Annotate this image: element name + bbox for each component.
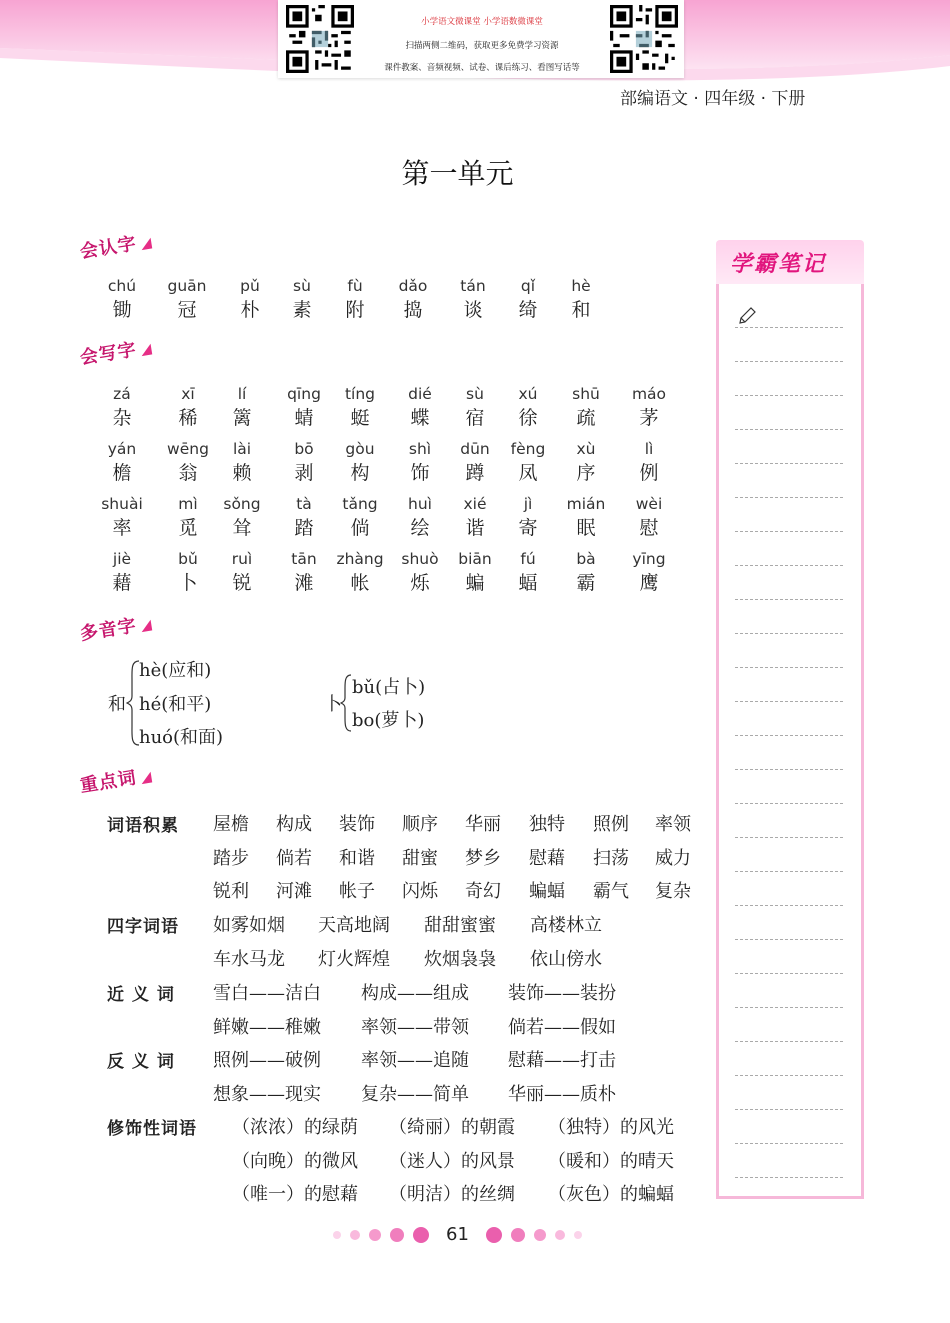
hanzi: 蹲 <box>465 462 485 484</box>
word-item: （灰色）的蝙蝠 <box>548 1184 674 1205</box>
hanzi: 翁 <box>178 462 198 484</box>
char-item <box>556 438 616 486</box>
pinyin: sǒng <box>223 495 261 513</box>
char-item <box>92 383 152 431</box>
char-item <box>445 548 505 596</box>
word-item: 甜蜜 <box>402 847 438 869</box>
pinyin: tíng <box>344 385 376 403</box>
char-item <box>619 493 679 541</box>
hanzi: 谐 <box>465 517 485 539</box>
word-item: 慰藉 <box>529 847 565 869</box>
word-item: 如雾如烟 <box>213 915 285 936</box>
pinyin: shì <box>408 440 432 458</box>
hanzi: 藉 <box>112 572 132 594</box>
char-item <box>212 493 272 541</box>
polyphone-reading: bo(萝卜) <box>352 710 425 731</box>
char-item <box>445 383 505 431</box>
char-item <box>92 438 152 486</box>
char-item <box>498 438 558 486</box>
pinyin: bà <box>576 550 596 568</box>
dot-icon <box>534 1229 546 1241</box>
hanzi: 捣 <box>403 299 423 321</box>
word-item: 天高地阔 <box>318 915 390 936</box>
word-item: 和谐 <box>339 847 375 869</box>
dot-icon <box>369 1229 381 1241</box>
hanzi: 滩 <box>294 572 314 594</box>
qr-caption-title: 小学语文微课堂 小学语数微课堂 <box>421 17 543 27</box>
note-line <box>735 1177 843 1178</box>
pinyin: fù <box>347 277 363 295</box>
char-item <box>498 383 558 431</box>
char-item <box>390 383 450 431</box>
note-line <box>735 531 843 532</box>
pinyin: dǎo <box>398 277 428 295</box>
word-item: 率领——追随 <box>361 1050 469 1071</box>
char-item <box>272 275 332 323</box>
word-item: 复杂——简单 <box>361 1083 469 1105</box>
pinyin: wēng <box>167 440 209 458</box>
pinyin: guān <box>167 277 207 295</box>
note-line <box>735 939 843 940</box>
section-title-write <box>78 333 154 370</box>
word-item: 高楼林立 <box>530 915 602 936</box>
hanzi: 绘 <box>410 517 430 539</box>
hanzi: 卜 <box>178 572 198 594</box>
pinyin: xī <box>181 385 195 403</box>
char-item <box>390 493 450 541</box>
pinyin: sù <box>293 277 311 295</box>
word-item: 依山傍水 <box>530 948 602 970</box>
word-item: 霸气 <box>593 881 629 902</box>
pinyin: zá <box>113 385 131 403</box>
polyphone-char-he: 和 <box>108 694 126 715</box>
section-label: 重点词 <box>78 767 139 797</box>
word-item: 扫荡 <box>593 847 629 869</box>
note-line <box>735 667 843 668</box>
pinyin: shū <box>572 385 600 403</box>
char-item <box>498 548 558 596</box>
hanzi: 鹰 <box>639 572 659 594</box>
hanzi: 稀 <box>178 407 198 429</box>
word-item: （向晚）的微风 <box>232 1150 358 1172</box>
char-item <box>556 548 616 596</box>
pinyin: xú <box>518 385 538 403</box>
char-item <box>330 548 390 596</box>
word-item: 踏步 <box>213 847 249 869</box>
hanzi: 疏 <box>576 407 596 429</box>
dot-icon <box>350 1230 360 1240</box>
pinyin: mì <box>178 495 198 513</box>
word-item: （暖和）的晴天 <box>548 1150 674 1172</box>
char-item <box>556 383 616 431</box>
polyphone-reading: huó(和面) <box>139 727 224 748</box>
char-item <box>445 438 505 486</box>
hanzi: 觅 <box>178 517 198 539</box>
section-label: 会认字 <box>78 233 139 263</box>
pinyin: biān <box>458 550 492 568</box>
hanzi: 冠 <box>177 299 197 321</box>
note-line <box>735 1075 843 1076</box>
note-line <box>735 1007 843 1008</box>
page-number: 61 <box>446 1224 469 1245</box>
word-item: 独特 <box>529 814 565 835</box>
section-label: 多音字 <box>78 615 139 645</box>
char-item <box>390 438 450 486</box>
word-item: （绮丽）的朝霞 <box>389 1117 515 1138</box>
word-item: 屋檐 <box>213 814 249 835</box>
pinyin: qīng <box>287 385 321 403</box>
word-item: 复杂 <box>655 881 691 902</box>
pinyin: fèng <box>510 440 546 458</box>
hanzi: 杂 <box>112 407 132 429</box>
notes-lines[interactable] <box>716 284 864 1199</box>
note-line <box>735 565 843 566</box>
char-item <box>274 438 334 486</box>
hanzi: 赖 <box>232 462 252 484</box>
dot-icon <box>390 1228 404 1242</box>
note-line <box>735 361 843 362</box>
hanzi: 锐 <box>232 572 252 594</box>
polyphone-char-bu: 卜 <box>324 694 342 715</box>
pinyin: lí <box>237 385 247 403</box>
word-item: 梦乡 <box>465 847 501 869</box>
word-item: （迷人）的风景 <box>389 1150 515 1172</box>
char-item <box>212 438 272 486</box>
hanzi: 蝙 <box>465 572 485 594</box>
word-item: 照例 <box>593 814 629 835</box>
hanzi: 附 <box>345 299 365 321</box>
page-footer <box>0 1224 915 1250</box>
hanzi: 蜻 <box>294 407 314 429</box>
pinyin: hè <box>571 277 591 295</box>
pinyin: lài <box>232 440 252 458</box>
qr-caption-scan: 扫描两侧二维码，获取更多免费学习资源 <box>405 41 559 51</box>
char-item <box>443 275 503 323</box>
pinyin: huì <box>408 495 432 513</box>
pinyin: jiè <box>112 550 132 568</box>
note-line <box>735 769 843 770</box>
section-title-polyphone <box>78 609 154 646</box>
label-synonyms: 近 义 词 <box>107 985 175 1005</box>
hanzi: 檐 <box>112 462 132 484</box>
brace-bu <box>340 674 352 732</box>
word-item: 装饰——装扮 <box>508 983 616 1004</box>
note-line <box>735 803 843 804</box>
word-item: 倘若 <box>276 847 312 869</box>
char-item <box>619 438 679 486</box>
char-item <box>274 548 334 596</box>
qr-code-right[interactable] <box>610 5 678 73</box>
char-item <box>325 275 385 323</box>
word-item: 车水马龙 <box>213 948 285 970</box>
word-item: 顺序 <box>402 814 438 835</box>
hanzi: 蝶 <box>410 407 430 429</box>
hanzi: 谈 <box>463 299 483 321</box>
pinyin: tǎng <box>342 495 378 513</box>
word-item: 想象——现实 <box>213 1083 321 1105</box>
pinyin: tán <box>460 277 486 295</box>
brace-he <box>126 660 140 746</box>
note-line <box>735 1109 843 1110</box>
pinyin: lì <box>644 440 654 458</box>
pinyin: xié <box>463 495 487 513</box>
hanzi: 篱 <box>232 407 252 429</box>
char-item <box>158 548 218 596</box>
pinyin: qǐ <box>520 277 536 295</box>
word-item: （唯一）的慰藉 <box>232 1184 358 1205</box>
word-item: 炊烟袅袅 <box>424 948 496 970</box>
pinyin: tān <box>291 550 317 568</box>
section-title-recognize <box>78 227 154 264</box>
polyphone-reading: bǔ(占卜) <box>352 677 426 698</box>
edition-label: 部编语文 · 四年级 · 下册 <box>620 89 806 109</box>
qr-banner <box>278 0 684 78</box>
word-item: （浓浓）的绿荫 <box>232 1117 358 1138</box>
word-item: （独特）的风光 <box>548 1117 674 1138</box>
word-item: 率领——带领 <box>361 1016 469 1038</box>
note-line <box>735 497 843 498</box>
hanzi: 帐 <box>350 572 370 594</box>
hanzi: 例 <box>639 462 659 484</box>
note-line <box>735 599 843 600</box>
char-item <box>158 383 218 431</box>
notes-title: 学霸笔记 <box>730 252 827 277</box>
hanzi: 眠 <box>576 517 596 539</box>
hanzi: 蜓 <box>350 407 370 429</box>
note-line <box>735 463 843 464</box>
char-item <box>390 548 450 596</box>
hanzi: 倘 <box>350 517 370 539</box>
note-line <box>735 429 843 430</box>
dot-icon <box>511 1228 525 1242</box>
word-item: 装饰 <box>339 814 375 835</box>
char-item <box>157 275 217 323</box>
pinyin: dié <box>408 385 432 403</box>
word-item: 帐子 <box>339 881 375 902</box>
pinyin: sù <box>466 385 484 403</box>
qr-code-left[interactable] <box>286 5 354 73</box>
pinyin: bō <box>294 440 314 458</box>
char-item <box>158 438 218 486</box>
word-item: 雪白——洁白 <box>213 983 321 1004</box>
word-item: 率领 <box>655 814 691 835</box>
note-line <box>735 973 843 974</box>
char-item <box>330 383 390 431</box>
char-item <box>92 493 152 541</box>
pen-mark-icon: ◢ <box>139 234 154 253</box>
word-item: 照例——破例 <box>213 1050 321 1071</box>
polyphone-reading: hé(和平) <box>139 694 212 715</box>
hanzi: 徐 <box>518 407 538 429</box>
note-line <box>735 735 843 736</box>
hanzi: 寄 <box>518 517 538 539</box>
dot-icon <box>555 1230 565 1240</box>
pinyin: yán <box>107 440 137 458</box>
notes-header <box>716 240 864 284</box>
pen-mark-icon: ◢ <box>139 340 154 359</box>
word-item: 华丽——质朴 <box>508 1083 616 1105</box>
word-item: 威力 <box>655 847 691 869</box>
pinyin: máo <box>631 385 667 403</box>
word-item: 甜甜蜜蜜 <box>424 915 496 936</box>
dot-icon <box>574 1231 582 1239</box>
hanzi: 慰 <box>639 517 659 539</box>
note-line <box>735 1143 843 1144</box>
hanzi: 锄 <box>112 299 132 321</box>
pinyin: fú <box>520 550 536 568</box>
hanzi: 踏 <box>294 517 314 539</box>
note-line <box>735 1041 843 1042</box>
note-line <box>735 395 843 396</box>
hanzi: 霸 <box>576 572 596 594</box>
char-item <box>556 493 616 541</box>
word-item: 奇幻 <box>465 881 501 902</box>
note-line <box>735 701 843 702</box>
char-item <box>212 383 272 431</box>
label-four-char: 四字词语 <box>107 917 179 937</box>
pen-mark-icon: ◢ <box>139 768 154 787</box>
hanzi: 凤 <box>518 462 538 484</box>
hanzi: 率 <box>112 517 132 539</box>
note-line <box>735 327 843 328</box>
label-antonyms: 反 义 词 <box>107 1052 175 1072</box>
pinyin: shuài <box>101 495 143 513</box>
note-line <box>735 905 843 906</box>
char-item <box>92 275 152 323</box>
char-item <box>619 548 679 596</box>
char-item <box>158 493 218 541</box>
char-item <box>212 548 272 596</box>
notes-panel <box>716 240 864 1202</box>
char-item <box>498 493 558 541</box>
char-item <box>92 548 152 596</box>
note-line <box>735 837 843 838</box>
char-item <box>274 383 334 431</box>
hanzi: 茅 <box>639 407 659 429</box>
hanzi: 剥 <box>294 462 314 484</box>
qr-caption-resources: 课件教案、音频视频、试卷、课后练习、看图写话等 <box>384 63 580 73</box>
dot-icon <box>413 1227 429 1243</box>
word-item: 河滩 <box>276 881 312 902</box>
char-item <box>330 493 390 541</box>
word-item: 倘若——假如 <box>508 1016 616 1038</box>
word-item: 锐利 <box>213 881 249 902</box>
pinyin: pǔ <box>240 277 260 295</box>
pinyin: wèi <box>635 495 663 513</box>
pinyin: xù <box>576 440 596 458</box>
hanzi: 蝠 <box>518 572 538 594</box>
pinyin: jì <box>523 495 533 513</box>
hanzi: 宿 <box>465 407 485 429</box>
char-item <box>498 275 558 323</box>
hanzi: 绮 <box>518 299 538 321</box>
pinyin: ruì <box>231 550 253 568</box>
char-item <box>445 493 505 541</box>
pinyin: tà <box>296 495 312 513</box>
hanzi: 构 <box>350 462 370 484</box>
label-modifiers: 修饰性词语 <box>107 1119 197 1139</box>
word-item: 鲜嫩——稚嫩 <box>213 1016 321 1038</box>
pinyin: chú <box>107 277 137 295</box>
word-item: 华丽 <box>465 814 501 835</box>
hanzi: 素 <box>292 299 312 321</box>
pinyin: mián <box>566 495 606 513</box>
section-label: 会写字 <box>78 339 139 369</box>
hanzi: 序 <box>576 462 596 484</box>
pinyin: dūn <box>460 440 490 458</box>
pencil-icon <box>737 306 757 326</box>
char-item <box>274 493 334 541</box>
char-item <box>220 275 280 323</box>
pinyin: shuò <box>401 550 439 568</box>
char-item <box>551 275 611 323</box>
hanzi: 耸 <box>232 517 252 539</box>
dot-icon <box>486 1227 502 1243</box>
word-item: 构成——组成 <box>361 983 469 1004</box>
word-item: 蝙蝠 <box>529 881 565 902</box>
word-item: 灯火辉煌 <box>318 948 390 970</box>
pinyin: yīng <box>632 550 666 568</box>
pinyin: zhàng <box>336 550 384 568</box>
dot-icon <box>333 1231 341 1239</box>
note-line <box>735 633 843 634</box>
label-accumulate: 词语积累 <box>107 816 179 836</box>
pinyin: gòu <box>345 440 375 458</box>
word-item: （明洁）的丝绸 <box>389 1184 515 1205</box>
section-title-keywords <box>78 761 154 798</box>
hanzi: 烁 <box>410 572 430 594</box>
polyphone-reading: hè(应和) <box>139 660 212 681</box>
page-title: 第一单元 <box>401 157 514 190</box>
note-line <box>735 871 843 872</box>
char-item <box>383 275 443 323</box>
word-item: 慰藉——打击 <box>508 1050 616 1071</box>
hanzi: 朴 <box>240 299 260 321</box>
pen-mark-icon: ◢ <box>139 616 154 635</box>
hanzi: 和 <box>571 299 591 321</box>
pinyin: bǔ <box>178 550 198 568</box>
word-item: 构成 <box>276 814 312 835</box>
char-item <box>330 438 390 486</box>
char-item <box>619 383 679 431</box>
word-item: 闪烁 <box>402 881 438 902</box>
hanzi: 饰 <box>410 462 430 484</box>
